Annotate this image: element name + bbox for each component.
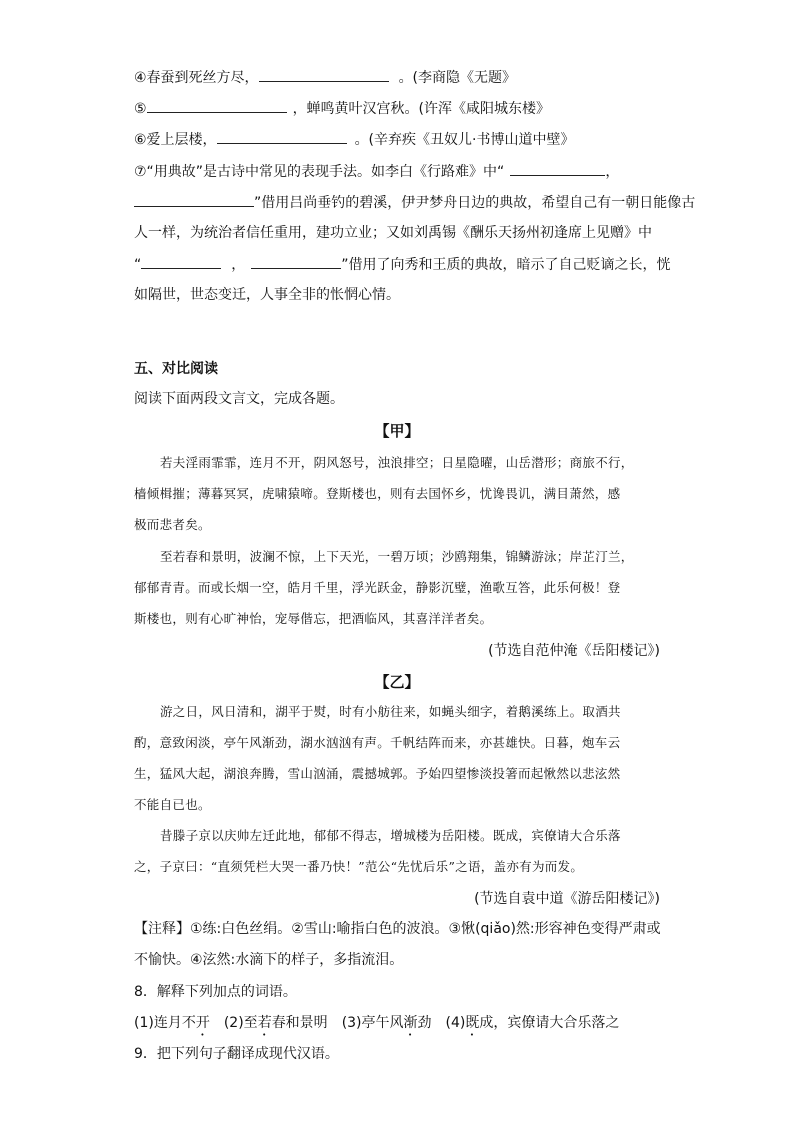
answer-blank[interactable] xyxy=(217,129,347,144)
poem-q7-text: ”借用了向秀和王质的典故，暗示了自己贬谪之长，恍 xyxy=(341,257,671,273)
q8-dotted-word: 渐 xyxy=(403,1015,418,1031)
poem-q7-line3: 人一样，为统治者信任重用，建功立业；又如刘禹锡《酬乐天扬州初逢席上见赠》中 xyxy=(134,225,652,241)
passage-yi-line: 生，猛风大起，湖浪奔腾，雪山汹涌，震撼城郭。予始四望惨淡投箸而起愀然以悲泫然 xyxy=(134,766,621,781)
q8-item-1 xyxy=(134,1015,210,1031)
passage-jia-line: 郁郁青青。而或长烟一空，皓月千里，浮光跃金，静影沉璧，渔歌互答，此乐何极！登 xyxy=(134,580,621,595)
poem-q6-source: 。(辛弃疾《丑奴儿·书博山道中壁》 xyxy=(354,132,575,148)
poem-q7-line5: 如隔世，世态变迁，人事全非的怅惘心情。 xyxy=(134,287,400,303)
poem-q7-line2 xyxy=(134,192,695,213)
notes-line: 【注释】①练:白色丝绢。②雪山:喻指白色的波浪。③愀(qiǎo)然:形容神色变得严肃或 xyxy=(134,921,661,937)
poem-q4-source: 。(李商隐《无题》 xyxy=(398,70,517,86)
q8-item-text: (3)亭午风 xyxy=(341,1015,404,1031)
q8-dotted-word: 若 xyxy=(257,1015,272,1031)
passage-yi-line: 之，子京曰：“直须凭栏大哭一番乃快！”范公“先忧后乐”之语，盖亦有为而发。 xyxy=(134,859,584,874)
q8-item-text: (4) xyxy=(445,1015,466,1031)
poem-q7-comma: ， xyxy=(231,257,246,273)
q8-item-text: (2)至 xyxy=(223,1015,258,1031)
poem-q7-line1 xyxy=(134,161,619,182)
q8-dotted-word: 开 xyxy=(195,1015,210,1031)
question-9-title: 9．把下列句子翻译成现代汉语。 xyxy=(134,1046,339,1062)
passage-jia-line: 樯倾楫摧；薄暮冥冥，虎啸猿啼。登斯楼也，则有去国怀乡，忧谗畏讥，满目萧然，感 xyxy=(134,486,621,501)
poem-q4 xyxy=(134,67,516,88)
poem-q4-pre: ④春蚕到死丝方尽， xyxy=(134,70,259,86)
poem-q7-text: ⑦“用典故”是古诗中常见的表现手法。如李白《行路难》中“ xyxy=(134,164,505,180)
poem-q6-pre: ⑥爱上层楼， xyxy=(134,132,217,148)
answer-blank[interactable] xyxy=(510,161,605,176)
notes-line: 不愉快。④泫然:水滴下的样子，多指流泪。 xyxy=(134,952,404,968)
passage-jia-line: 至若春和景明，波澜不惊，上下天光，一碧万顷；沙鸥翔集，锦鳞游泳；岸芷汀兰， xyxy=(160,549,634,564)
q8-item-2 xyxy=(224,1015,328,1031)
answer-blank[interactable] xyxy=(134,192,254,207)
q8-item-text: (1)连月不 xyxy=(134,1015,196,1031)
poem-q7-line4 xyxy=(134,254,671,275)
poem-q5-pre: ⑤ xyxy=(134,101,147,117)
q8-item-4 xyxy=(446,1015,620,1031)
quote-open: “ xyxy=(134,257,142,273)
poem-q7-comma: ， xyxy=(605,164,620,180)
passage-jia-heading: 【甲】 xyxy=(374,422,420,440)
question-8-items xyxy=(134,1013,619,1039)
passage-jia-line: 若夫淫雨霏霏，连月不开，阴风怒号，浊浪排空；日星隐曜，山岳潜形；商旅不行， xyxy=(160,455,634,470)
passage-yi-source: (节选自袁中道《游岳阳楼记》) xyxy=(474,891,660,907)
passage-jia-source: (节选自范仲淹《岳阳楼记》) xyxy=(488,643,660,659)
q8-item-text: 成，宾僚请大合乐落之 xyxy=(479,1015,620,1031)
poem-q5-rest: ，蝉鸣黄叶汉宫秋。(许浑《咸阳城东楼》 xyxy=(292,101,551,117)
answer-blank[interactable] xyxy=(141,254,221,269)
q8-item-3 xyxy=(342,1015,432,1031)
passage-yi-line: 昔滕子京以庆帅左迁此地，郁郁不得志，增城楼为岳阳楼。既成，宾僚请大合乐落 xyxy=(160,828,621,843)
passage-jia-line: 极而悲者矣。 xyxy=(134,517,211,532)
q8-item-text: 春和景明 xyxy=(271,1015,328,1031)
passage-yi-line: 游之日，风日清和，湖平于熨，时有小舫往来，如蝇头细字，着鹅溪练上。取酒共 xyxy=(160,704,621,719)
poem-q7-text: ”借用吕尚垂钓的碧溪，伊尹梦舟日边的典故，希望自己有一朝日能像古 xyxy=(254,195,696,211)
poem-q5 xyxy=(134,98,550,119)
section-intro: 阅读下面两段文言文，完成各题。 xyxy=(134,391,344,407)
answer-blank[interactable] xyxy=(259,67,389,82)
passage-jia-line: 斯楼也，则有心旷神怡，宠辱偕忘，把酒临风，其喜洋洋者矣。 xyxy=(134,611,493,626)
q8-item-text: 劲 xyxy=(417,1015,432,1031)
question-8-title: 8．解释下列加点的词语。 xyxy=(134,984,297,1000)
q8-dotted-word: 既 xyxy=(465,1015,480,1031)
answer-blank[interactable] xyxy=(147,98,287,113)
passage-yi-line: 不能自已也。 xyxy=(134,797,211,812)
section-title: 五、对比阅读 xyxy=(134,361,218,377)
poem-q6 xyxy=(134,129,574,150)
answer-blank[interactable] xyxy=(251,254,341,269)
passage-yi-heading: 【乙】 xyxy=(374,673,420,691)
passage-yi-line: 酌，意致闲淡，亭午风渐劲，湖水汹汹有声。千帆结阵而来，亦甚雄快。日暮，炮车云 xyxy=(134,735,621,750)
